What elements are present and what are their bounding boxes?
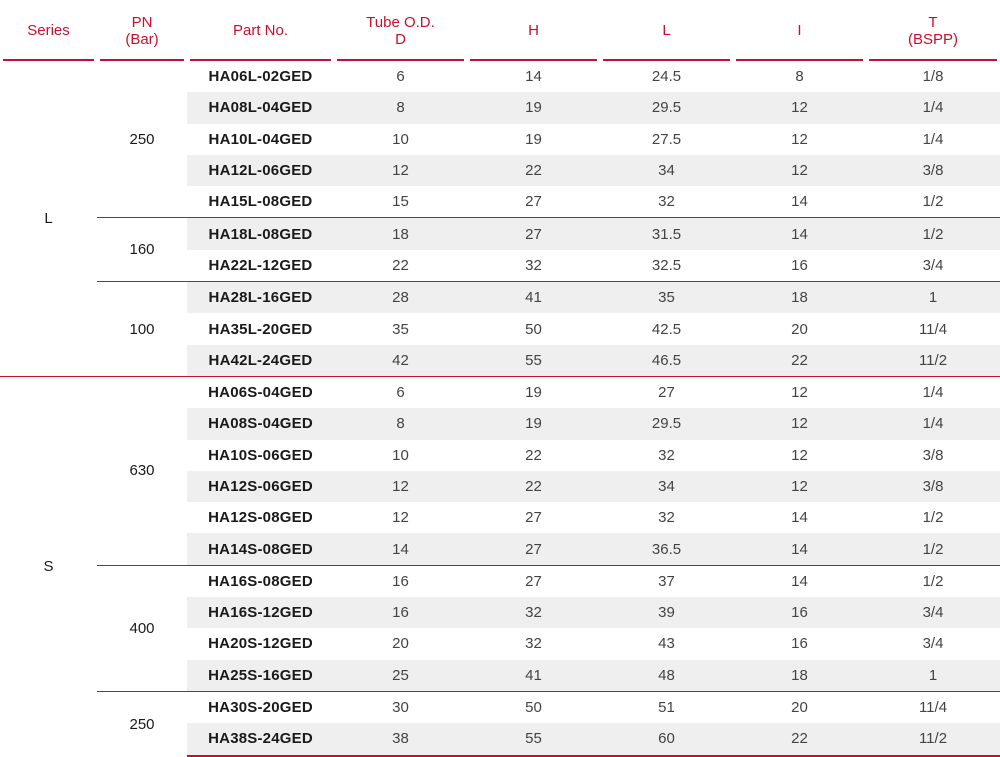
header-pn: PN (Bar) [97, 0, 187, 61]
t-cell: 3/8 [866, 471, 1000, 502]
t-cell: 11/4 [866, 691, 1000, 723]
part-no-cell: HA06S-04GED [187, 376, 334, 408]
t-cell: 3/4 [866, 597, 1000, 628]
part-no-cell: HA25S-16GED [187, 660, 334, 691]
t-cell: 1/4 [866, 92, 1000, 123]
tube-od-cell: 25 [334, 660, 467, 691]
tube-od-cell: 12 [334, 155, 467, 186]
tube-od-cell: 12 [392, 509, 409, 527]
t-cell: 1/2 [866, 533, 1000, 564]
t-cell: 11/2 [866, 345, 1000, 376]
t-cell: 1/4 [922, 130, 944, 148]
l-cell: 60 [600, 723, 733, 756]
tube-od-cell: 18 [334, 217, 467, 249]
series-cell: S [0, 376, 97, 757]
header-i: I [733, 0, 866, 61]
t-cell: 11/4 [918, 320, 948, 338]
i-cell: 14 [733, 565, 866, 597]
l-cell: 31.5 [600, 217, 733, 249]
h-cell: 32 [467, 597, 600, 628]
i-cell: 22 [733, 345, 866, 376]
part-no-cell: HA06L-02GED [208, 68, 313, 86]
i-cell: 12 [791, 130, 808, 148]
i-cell: 18 [733, 281, 866, 313]
header-row [0, 0, 1000, 61]
pn-cell: 250 [97, 691, 187, 757]
i-cell: 20 [791, 320, 808, 338]
tube-od-cell: 30 [334, 691, 467, 723]
t-cell: 1 [866, 660, 1000, 691]
l-cell: 35 [600, 281, 733, 313]
h-cell: 32 [525, 256, 542, 274]
l-cell: 32 [658, 509, 675, 527]
i-cell: 8 [795, 68, 804, 86]
part-no-cell: HA16S-08GED [187, 565, 334, 597]
spec-table-body [0, 61, 1000, 757]
h-cell: 50 [467, 691, 600, 723]
table-row [0, 565, 1000, 597]
t-cell: 3/8 [922, 446, 944, 464]
l-cell: 34 [600, 155, 733, 186]
t-cell: 1 [866, 281, 1000, 313]
h-cell: 19 [467, 376, 600, 408]
part-no-cell: HA10S-06GED [208, 446, 313, 464]
part-no-cell: HA15L-08GED [208, 193, 313, 211]
t-cell: 1/8 [922, 68, 944, 86]
t-cell: 11/2 [866, 723, 1000, 756]
h-cell: 41 [467, 281, 600, 313]
i-cell: 12 [733, 408, 866, 439]
h-cell: 22 [525, 446, 542, 464]
pn-cell: 400 [97, 565, 187, 691]
l-cell: 32 [658, 193, 675, 211]
i-cell: 18 [733, 660, 866, 691]
part-no-cell: HA12S-08GED [208, 509, 313, 527]
table-row [0, 217, 1000, 249]
l-cell: 42.5 [651, 320, 682, 338]
h-cell: 14 [525, 68, 542, 86]
h-cell: 55 [467, 723, 600, 756]
tube-od-cell: 22 [392, 256, 409, 274]
pn-cell: 160 [97, 217, 187, 281]
l-cell: 24.5 [651, 68, 682, 86]
part-no-cell: HA16S-12GED [187, 597, 334, 628]
i-cell: 12 [791, 446, 808, 464]
l-cell: 39 [600, 597, 733, 628]
h-cell: 19 [525, 130, 542, 148]
tube-od-cell: 35 [392, 320, 409, 338]
tube-od-cell: 14 [334, 533, 467, 564]
l-cell: 32.5 [651, 256, 682, 274]
table-row [0, 376, 1000, 408]
tube-od-cell: 8 [334, 408, 467, 439]
i-cell: 14 [791, 509, 808, 527]
tube-od-cell: 42 [334, 345, 467, 376]
part-no-cell: HA08S-04GED [187, 408, 334, 439]
part-no-cell: HA20S-12GED [208, 635, 313, 653]
i-cell: 14 [733, 533, 866, 564]
header-t: T (BSPP) [866, 0, 1000, 61]
t-cell: 1/2 [866, 565, 1000, 597]
l-cell: 36.5 [600, 533, 733, 564]
t-cell: 1/4 [866, 376, 1000, 408]
h-cell: 22 [467, 155, 600, 186]
i-cell: 22 [733, 723, 866, 756]
t-cell: 3/8 [866, 155, 1000, 186]
h-cell: 27 [525, 193, 542, 211]
l-cell: 37 [600, 565, 733, 597]
part-no-cell: HA14S-08GED [187, 533, 334, 564]
i-cell: 12 [733, 92, 866, 123]
h-cell: 55 [467, 345, 600, 376]
table-row [0, 691, 1000, 723]
pn-cell: 630 [97, 376, 187, 565]
part-no-cell: HA38S-24GED [187, 723, 334, 756]
i-cell: 12 [733, 471, 866, 502]
pn-cell: 250 [97, 61, 187, 217]
tube-od-cell: 8 [334, 92, 467, 123]
t-cell: 1/2 [922, 509, 944, 527]
part-no-cell: HA12L-06GED [187, 155, 334, 186]
tube-od-cell: 38 [334, 723, 467, 756]
i-cell: 16 [733, 597, 866, 628]
h-cell: 27 [525, 509, 542, 527]
part-no-cell: HA28L-16GED [187, 281, 334, 313]
h-cell: 22 [467, 471, 600, 502]
t-cell: 1/2 [866, 217, 1000, 249]
h-cell: 19 [467, 408, 600, 439]
tube-od-cell: 16 [334, 565, 467, 597]
i-cell: 12 [733, 155, 866, 186]
header-tube-od: Tube O.D. D [334, 0, 467, 61]
i-cell: 14 [791, 193, 808, 211]
header-series: Series [0, 0, 97, 61]
tube-od-cell: 10 [392, 446, 409, 464]
h-cell: 27 [467, 565, 600, 597]
i-cell: 20 [733, 691, 866, 723]
t-cell: 3/4 [922, 256, 944, 274]
header-l: L [600, 0, 733, 61]
tube-od-cell: 15 [392, 193, 409, 211]
l-cell: 34 [600, 471, 733, 502]
part-no-cell: HA42L-24GED [187, 345, 334, 376]
t-cell: 1/4 [866, 408, 1000, 439]
h-cell: 32 [525, 635, 542, 653]
l-cell: 29.5 [600, 92, 733, 123]
l-cell: 51 [600, 691, 733, 723]
tube-od-cell: 6 [396, 68, 405, 86]
l-cell: 43 [658, 635, 675, 653]
l-cell: 32 [658, 446, 675, 464]
pn-cell: 100 [97, 281, 187, 376]
i-cell: 16 [791, 635, 808, 653]
i-cell: 14 [733, 217, 866, 249]
l-cell: 46.5 [600, 345, 733, 376]
tube-od-cell: 6 [334, 376, 467, 408]
i-cell: 12 [733, 376, 866, 408]
tube-od-cell: 20 [392, 635, 409, 653]
t-cell: 1/2 [922, 193, 944, 211]
part-no-cell: HA30S-20GED [187, 691, 334, 723]
part-no-cell: HA10L-04GED [208, 130, 313, 148]
h-cell: 27 [467, 217, 600, 249]
l-cell: 27 [600, 376, 733, 408]
part-no-cell: HA22L-12GED [208, 256, 313, 274]
tube-od-cell: 16 [334, 597, 467, 628]
table-row [0, 61, 1000, 92]
t-cell: 3/4 [922, 635, 944, 653]
header-part-no: Part No. [187, 0, 334, 61]
h-cell: 50 [525, 320, 542, 338]
i-cell: 16 [791, 256, 808, 274]
h-cell: 27 [467, 533, 600, 564]
part-no-cell: HA08L-04GED [187, 92, 334, 123]
tube-od-cell: 28 [334, 281, 467, 313]
table-row [0, 281, 1000, 313]
part-no-cell: HA18L-08GED [187, 217, 334, 249]
l-cell: 48 [600, 660, 733, 691]
header-h: H [467, 0, 600, 61]
series-cell: L [0, 61, 97, 376]
h-cell: 41 [467, 660, 600, 691]
tube-od-cell: 12 [334, 471, 467, 502]
h-cell: 19 [467, 92, 600, 123]
part-no-cell: HA12S-06GED [187, 471, 334, 502]
tube-od-cell: 10 [392, 130, 409, 148]
part-no-cell: HA35L-20GED [208, 320, 313, 338]
l-cell: 29.5 [600, 408, 733, 439]
l-cell: 27.5 [651, 130, 682, 148]
